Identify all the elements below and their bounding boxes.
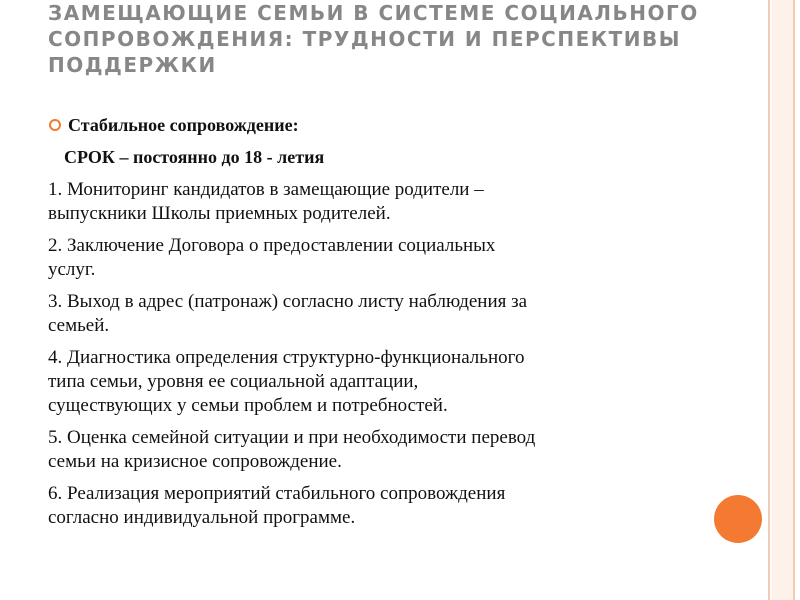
list-item-1-line-2: выпускники Школы приемных родителей. bbox=[48, 203, 391, 224]
list-item-1-line-1: 1. Мониторинг кандидатов в замещающие родители – bbox=[48, 179, 484, 200]
list-item-3-line-1: 3. Выход в адрес (патронаж) согласно листу наблюдения за bbox=[48, 291, 528, 312]
list-item-5-line-1: 5. Оценка семейной ситуации и при необходимости перевод bbox=[48, 427, 536, 448]
slide-title bbox=[48, 0, 738, 78]
right-border-line-left bbox=[768, 0, 770, 600]
list-item-4-line-2: типа семьи, уровня ее социальной адаптации, bbox=[48, 371, 419, 392]
decorative-orange-circle bbox=[714, 495, 762, 543]
bullet-heading-text: Стабильное сопровождение: bbox=[68, 115, 299, 135]
list-item-5-line-2: семьи на кризисное сопровождение. bbox=[48, 451, 342, 472]
list-item-4-line-3: существующих у семьи проблем и потребностей. bbox=[48, 395, 448, 416]
list-item-4 bbox=[48, 346, 748, 418]
right-border-line-right bbox=[793, 0, 795, 600]
list-item-6 bbox=[48, 482, 748, 530]
right-border-band bbox=[772, 0, 793, 600]
term-line: СРОК – постоянно до 18 - летия bbox=[64, 147, 325, 167]
list-item-2 bbox=[48, 234, 748, 282]
list-item-6-line-1: 6. Реализация мероприятий стабильного сопровождения bbox=[48, 483, 506, 504]
slide-title-line-2: СОПРОВОЖДЕНИЯ: ТРУДНОСТИ И ПЕРСПЕКТИВЫ bbox=[48, 27, 681, 51]
list-item-5 bbox=[48, 426, 748, 474]
slide-title-line-1: ЗАМЕЩАЮЩИЕ СЕМЬИ В СИСТЕМЕ СОЦИАЛЬНОГО bbox=[48, 1, 699, 25]
list-item-3 bbox=[48, 290, 748, 338]
list-item-2-line-2: услуг. bbox=[48, 259, 96, 280]
hollow-circle-bullet-icon bbox=[48, 118, 62, 132]
list-item-4-line-1: 4. Диагностика определения структурно-функционального bbox=[48, 347, 525, 368]
bullet-heading bbox=[48, 112, 748, 138]
list-item-2-line-1: 2. Заключение Договора о предоставлении социальных bbox=[48, 235, 496, 256]
list-item-6-line-2: согласно индивидуальной программе. bbox=[48, 507, 356, 528]
slide-title-line-3: ПОДДЕРЖКИ bbox=[48, 53, 217, 77]
list-item-3-line-2: семьей. bbox=[48, 315, 110, 336]
list-item-1 bbox=[48, 178, 748, 226]
slide-body bbox=[48, 112, 748, 530]
